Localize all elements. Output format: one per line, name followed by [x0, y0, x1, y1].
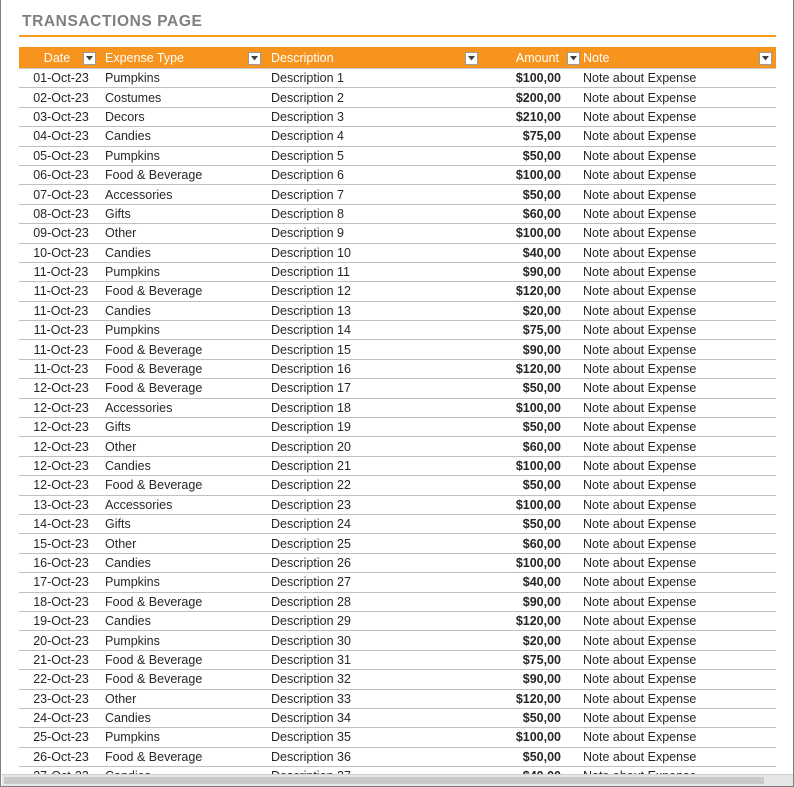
cell-description[interactable]: Description 4 — [271, 129, 344, 144]
table-row[interactable] — [19, 670, 776, 689]
cell-expense-type[interactable]: Other — [105, 691, 137, 706]
cell-note[interactable]: Note about Expense — [583, 478, 697, 493]
table-row[interactable] — [19, 631, 776, 650]
cell-amount[interactable]: $50,00 — [522, 187, 561, 202]
cell-date[interactable]: 20-Oct-23 — [33, 633, 89, 648]
cell-amount[interactable]: $75,00 — [522, 323, 561, 338]
cell-amount[interactable]: $100,00 — [515, 555, 561, 570]
cell-expense-type[interactable]: Pumpkins — [105, 71, 160, 86]
cell-date[interactable]: 22-Oct-23 — [33, 672, 89, 687]
cell-note[interactable]: Note about Expense — [583, 633, 697, 648]
cell-date[interactable]: 04-Oct-23 — [33, 129, 89, 144]
cell-expense-type[interactable]: Other — [105, 226, 137, 241]
cell-note[interactable]: Note about Expense — [583, 129, 697, 144]
cell-amount[interactable]: $100,00 — [515, 459, 561, 473]
cell-expense-type[interactable]: Pumpkins — [105, 730, 160, 745]
cell-note[interactable]: Note about Expense — [583, 90, 697, 105]
table-row[interactable] — [19, 360, 776, 379]
cell-date[interactable]: 07-Oct-23 — [33, 187, 89, 202]
table-row[interactable] — [19, 340, 776, 359]
cell-date[interactable]: 11-Oct-23 — [33, 284, 89, 299]
cell-amount[interactable]: $210,00 — [515, 109, 561, 124]
table-row[interactable] — [19, 748, 776, 767]
cell-description[interactable]: Description 27 — [271, 575, 351, 590]
cell-note[interactable]: Note about Expense — [583, 303, 697, 318]
table-row[interactable] — [19, 437, 776, 456]
cell-description[interactable]: Description 21 — [271, 459, 351, 473]
cell-description[interactable]: Description 19 — [271, 420, 351, 435]
filter-dropdown-icon — [570, 56, 577, 61]
cell-note[interactable]: Note about Expense — [583, 109, 697, 124]
cell-expense-type[interactable]: Food & Beverage — [105, 362, 203, 377]
filter-dropdown-icon — [86, 56, 93, 61]
cell-amount[interactable]: $75,00 — [522, 652, 561, 667]
cell-expense-type[interactable]: Other — [105, 439, 137, 454]
cell-description[interactable]: Description 31 — [271, 652, 351, 667]
cell-note[interactable]: Note about Expense — [583, 342, 697, 357]
cell-note[interactable]: Note about Expense — [583, 381, 697, 396]
cell-amount[interactable]: $200,00 — [515, 90, 561, 105]
cell-note[interactable]: Note about Expense — [583, 284, 697, 299]
cell-amount[interactable]: $50,00 — [522, 420, 561, 435]
filter-dropdown-amount[interactable] — [567, 52, 580, 65]
cell-description[interactable]: Description 13 — [271, 303, 351, 318]
table-row[interactable] — [19, 476, 776, 495]
cell-date[interactable]: 24-Oct-23 — [33, 711, 89, 726]
cell-description[interactable]: Description 16 — [271, 362, 351, 377]
cell-date[interactable]: 03-Oct-23 — [33, 109, 89, 124]
cell-note[interactable]: Note about Expense — [583, 652, 697, 667]
column-header-expense-type-label: Expense Type — [105, 50, 184, 65]
cell-expense-type[interactable]: Food & Beverage — [105, 672, 203, 687]
cell-amount[interactable]: $60,00 — [522, 206, 561, 221]
table-row[interactable] — [19, 244, 776, 263]
cell-date[interactable]: 11-Oct-23 — [33, 323, 89, 338]
filter-dropdown-icon — [762, 56, 769, 61]
cell-date[interactable]: 26-Oct-23 — [33, 749, 89, 764]
cell-amount[interactable]: $100,00 — [515, 168, 561, 183]
cell-date[interactable]: 19-Oct-23 — [33, 614, 89, 629]
table-row[interactable] — [19, 554, 776, 573]
column-header-expense-type — [99, 47, 263, 68]
cell-note[interactable]: Note about Expense — [583, 439, 697, 454]
cell-expense-type[interactable]: Candies — [105, 459, 151, 473]
cell-expense-type[interactable]: Candies — [105, 711, 151, 726]
column-header-amount — [479, 47, 581, 68]
cell-expense-type[interactable]: Food & Beverage — [105, 381, 203, 396]
cell-description[interactable]: Description 25 — [271, 536, 351, 551]
table-row[interactable] — [19, 282, 776, 301]
cell-note[interactable]: Note about Expense — [583, 168, 697, 183]
table-row[interactable] — [19, 534, 776, 553]
column-header-description — [263, 47, 479, 68]
cell-date[interactable]: 06-Oct-23 — [33, 168, 89, 183]
cell-note[interactable]: Note about Expense — [583, 497, 697, 512]
cell-description[interactable]: Description 9 — [271, 226, 344, 241]
table-row[interactable] — [19, 108, 776, 127]
cell-expense-type[interactable]: Accessories — [105, 400, 173, 415]
cell-expense-type[interactable]: Gifts — [105, 517, 131, 532]
cell-amount[interactable]: $40,00 — [522, 245, 561, 260]
cell-amount[interactable]: $90,00 — [522, 342, 561, 357]
cell-description[interactable]: Description 14 — [271, 323, 351, 338]
cell-description[interactable]: Description 15 — [271, 342, 351, 357]
table-row[interactable] — [19, 379, 776, 398]
cell-note[interactable]: Note about Expense — [583, 459, 697, 473]
cell-date[interactable]: 11-Oct-23 — [33, 362, 89, 377]
cell-amount[interactable]: $75,00 — [522, 129, 561, 144]
table-row[interactable] — [19, 399, 776, 418]
cell-note[interactable]: Note about Expense — [583, 730, 697, 745]
cell-expense-type[interactable]: Pumpkins — [105, 575, 160, 590]
cell-amount[interactable]: $90,00 — [522, 672, 561, 687]
cell-expense-type[interactable]: Food & Beverage — [105, 342, 203, 357]
cell-amount[interactable]: $120,00 — [515, 284, 561, 299]
cell-expense-type[interactable]: Costumes — [105, 90, 162, 105]
cell-description[interactable]: Description 2 — [271, 90, 344, 105]
cell-amount[interactable]: $120,00 — [515, 362, 561, 377]
filter-dropdown-note[interactable] — [759, 52, 772, 65]
cell-amount[interactable]: $50,00 — [522, 148, 561, 163]
table-row[interactable] — [19, 690, 776, 709]
table-row[interactable] — [19, 515, 776, 534]
cell-note[interactable]: Note about Expense — [583, 691, 697, 706]
cell-expense-type[interactable]: Candies — [105, 614, 151, 629]
cell-amount[interactable]: $100,00 — [515, 71, 561, 86]
cell-amount[interactable]: $40,00 — [522, 575, 561, 590]
cell-expense-type[interactable]: Other — [105, 536, 137, 551]
column-header-note-label: Note — [583, 50, 610, 65]
cell-expense-type[interactable]: Gifts — [105, 420, 131, 435]
cell-note[interactable]: Note about Expense — [583, 536, 697, 551]
cell-note[interactable]: Note about Expense — [583, 206, 697, 221]
cell-amount[interactable]: $50,00 — [522, 517, 561, 532]
cell-date[interactable]: 23-Oct-23 — [33, 691, 89, 706]
cell-note[interactable]: Note about Expense — [583, 749, 697, 764]
cell-expense-type[interactable]: Food & Beverage — [105, 594, 203, 609]
column-header-date-label: Date — [43, 50, 71, 65]
table-row[interactable] — [19, 496, 776, 515]
table-row[interactable] — [19, 418, 776, 437]
cell-description[interactable]: Description 32 — [271, 672, 351, 687]
cell-description[interactable]: Description 18 — [271, 400, 351, 415]
cell-description[interactable]: Description 22 — [271, 478, 351, 493]
cell-note[interactable]: Note about Expense — [583, 575, 697, 590]
cell-expense-type[interactable]: Accessories — [105, 187, 173, 202]
cell-date[interactable]: 12-Oct-23 — [33, 420, 89, 435]
cell-expense-type[interactable]: Food & Beverage — [105, 652, 203, 667]
cell-amount[interactable]: $90,00 — [522, 265, 561, 280]
transactions-table — [19, 47, 776, 786]
cell-amount[interactable]: $20,00 — [522, 633, 561, 648]
cell-amount[interactable]: $50,00 — [522, 711, 561, 726]
cell-description[interactable]: Description 11 — [271, 265, 350, 280]
scrollbar-thumb[interactable] — [4, 777, 764, 784]
cell-note[interactable]: Note about Expense — [583, 672, 697, 687]
cell-note[interactable]: Note about Expense — [583, 420, 697, 435]
cell-date[interactable]: 11-Oct-23 — [33, 342, 89, 357]
cell-date[interactable]: 02-Oct-23 — [33, 90, 89, 105]
cell-date[interactable]: 12-Oct-23 — [33, 459, 89, 473]
cell-expense-type[interactable]: Pumpkins — [105, 633, 160, 648]
table-row[interactable] — [19, 573, 776, 592]
title-underline — [19, 35, 776, 37]
cell-date[interactable]: 11-Oct-23 — [33, 303, 89, 318]
cell-expense-type[interactable]: Decors — [105, 109, 145, 124]
cell-date[interactable]: 17-Oct-23 — [33, 575, 89, 590]
cell-expense-type[interactable]: Gifts — [105, 206, 131, 221]
cell-expense-type[interactable]: Food & Beverage — [105, 478, 203, 493]
filter-dropdown-expense-type[interactable] — [248, 52, 261, 65]
table-body — [19, 69, 776, 786]
cell-date[interactable]: 01-Oct-23 — [33, 71, 89, 86]
cell-note[interactable]: Note about Expense — [583, 400, 697, 415]
cell-description[interactable]: Description 3 — [271, 109, 344, 124]
cell-description[interactable]: Description 26 — [271, 555, 351, 570]
cell-date[interactable]: 16-Oct-23 — [33, 555, 89, 570]
table-row[interactable] — [19, 88, 776, 107]
cell-date[interactable]: 12-Oct-23 — [33, 400, 89, 415]
cell-description[interactable]: Description 6 — [271, 168, 344, 183]
page-title: TRANSACTIONS PAGE — [22, 13, 203, 30]
cell-description[interactable]: Description 1 — [271, 71, 344, 86]
cell-date[interactable]: 08-Oct-23 — [33, 206, 89, 221]
cell-description[interactable]: Description 23 — [271, 497, 351, 512]
table-row[interactable] — [19, 166, 776, 185]
cell-description[interactable]: Description 12 — [271, 284, 351, 299]
cell-amount[interactable]: $50,00 — [522, 749, 561, 764]
cell-amount[interactable]: $100,00 — [515, 226, 561, 241]
cell-note[interactable]: Note about Expense — [583, 594, 697, 609]
table-row[interactable] — [19, 709, 776, 728]
cell-description[interactable]: Description 36 — [271, 749, 351, 764]
cell-expense-type[interactable]: Accessories — [105, 497, 173, 512]
table-row[interactable] — [19, 147, 776, 166]
cell-date[interactable]: 13-Oct-23 — [33, 497, 89, 512]
cell-note[interactable]: Note about Expense — [583, 614, 697, 629]
cell-amount[interactable]: $60,00 — [522, 439, 561, 454]
cell-expense-type[interactable]: Food & Beverage — [105, 749, 203, 764]
cell-date[interactable]: 12-Oct-23 — [33, 478, 89, 493]
cell-description[interactable]: Description 35 — [271, 730, 351, 745]
cell-note[interactable]: Note about Expense — [583, 517, 697, 532]
column-header-amount-label: Amount — [515, 50, 559, 65]
filter-dropdown-icon — [251, 56, 258, 61]
cell-expense-type[interactable]: Food & Beverage — [105, 168, 203, 183]
table-row[interactable] — [19, 302, 776, 321]
cell-description[interactable]: Description 33 — [271, 691, 351, 706]
cell-expense-type[interactable]: Pumpkins — [105, 148, 160, 163]
cell-expense-type[interactable]: Pumpkins — [105, 265, 160, 280]
filter-dropdown-icon — [468, 56, 475, 61]
cell-expense-type[interactable]: Candies — [105, 245, 151, 260]
filter-dropdown-description[interactable] — [465, 52, 478, 65]
cell-date[interactable]: 25-Oct-23 — [33, 730, 89, 745]
cell-expense-type[interactable]: Candies — [105, 303, 151, 318]
cell-date[interactable]: 21-Oct-23 — [33, 652, 89, 667]
cell-description[interactable]: Description 29 — [271, 614, 351, 629]
table-row[interactable] — [19, 321, 776, 340]
cell-amount[interactable]: $50,00 — [522, 381, 561, 396]
table-row[interactable] — [19, 728, 776, 747]
cell-description[interactable]: Description 10 — [271, 245, 351, 260]
table-header-row — [19, 47, 776, 69]
cell-note[interactable]: Note about Expense — [583, 187, 697, 202]
cell-amount[interactable]: $20,00 — [522, 303, 561, 318]
cell-note[interactable]: Note about Expense — [583, 226, 697, 241]
column-header-description-label: Description — [271, 50, 334, 65]
cell-date[interactable]: 12-Oct-23 — [33, 439, 89, 454]
cell-note[interactable]: Note about Expense — [583, 362, 697, 377]
cell-description[interactable]: Description 8 — [271, 206, 344, 221]
cell-note[interactable]: Note about Expense — [583, 245, 697, 260]
cell-expense-type[interactable]: Candies — [105, 129, 151, 144]
cell-expense-type[interactable]: Candies — [105, 555, 151, 570]
cell-note[interactable]: Note about Expense — [583, 71, 697, 86]
cell-date[interactable]: 14-Oct-23 — [33, 517, 89, 532]
table-row[interactable] — [19, 185, 776, 204]
cell-note[interactable]: Note about Expense — [583, 323, 697, 338]
table-row[interactable] — [19, 205, 776, 224]
cell-description[interactable]: Description 28 — [271, 594, 351, 609]
table-row[interactable] — [19, 224, 776, 243]
table-row[interactable] — [19, 69, 776, 88]
cell-amount[interactable]: $100,00 — [515, 497, 561, 512]
cell-date[interactable]: 18-Oct-23 — [33, 594, 89, 609]
cell-note[interactable]: Note about Expense — [583, 555, 697, 570]
cell-date[interactable]: 15-Oct-23 — [33, 536, 89, 551]
table-row[interactable] — [19, 127, 776, 146]
cell-description[interactable]: Description 30 — [271, 633, 351, 648]
cell-amount[interactable]: $90,00 — [522, 594, 561, 609]
horizontal-scrollbar[interactable] — [2, 774, 794, 786]
cell-note[interactable]: Note about Expense — [583, 265, 697, 280]
cell-amount[interactable]: $120,00 — [515, 691, 561, 706]
cell-note[interactable]: Note about Expense — [583, 148, 697, 163]
table-row[interactable] — [19, 593, 776, 612]
cell-description[interactable]: Description 20 — [271, 439, 351, 454]
table-row[interactable] — [19, 651, 776, 670]
filter-dropdown-date[interactable] — [83, 52, 96, 65]
cell-date[interactable]: 11-Oct-23 — [33, 265, 89, 280]
table-row[interactable] — [19, 263, 776, 282]
cell-amount[interactable]: $50,00 — [522, 478, 561, 493]
cell-amount[interactable]: $60,00 — [522, 536, 561, 551]
cell-description[interactable]: Description 34 — [271, 711, 351, 726]
cell-description[interactable]: Description 24 — [271, 517, 351, 532]
table-row[interactable] — [19, 457, 776, 476]
cell-date[interactable]: 10-Oct-23 — [33, 245, 89, 260]
cell-description[interactable]: Description 17 — [271, 381, 351, 396]
cell-description[interactable]: Description 7 — [271, 187, 344, 202]
cell-amount[interactable]: $120,00 — [515, 614, 561, 629]
cell-amount[interactable]: $100,00 — [515, 400, 561, 415]
cell-expense-type[interactable]: Food & Beverage — [105, 284, 203, 299]
cell-expense-type[interactable]: Pumpkins — [105, 323, 160, 338]
table-row[interactable] — [19, 612, 776, 631]
column-header-note — [581, 47, 776, 68]
cell-date[interactable]: 12-Oct-23 — [33, 381, 89, 396]
cell-description[interactable]: Description 5 — [271, 148, 344, 163]
cell-amount[interactable]: $100,00 — [515, 730, 561, 745]
column-header-date — [19, 47, 99, 68]
cell-date[interactable]: 09-Oct-23 — [33, 226, 89, 241]
cell-note[interactable]: Note about Expense — [583, 711, 697, 726]
cell-date[interactable]: 05-Oct-23 — [33, 148, 89, 163]
